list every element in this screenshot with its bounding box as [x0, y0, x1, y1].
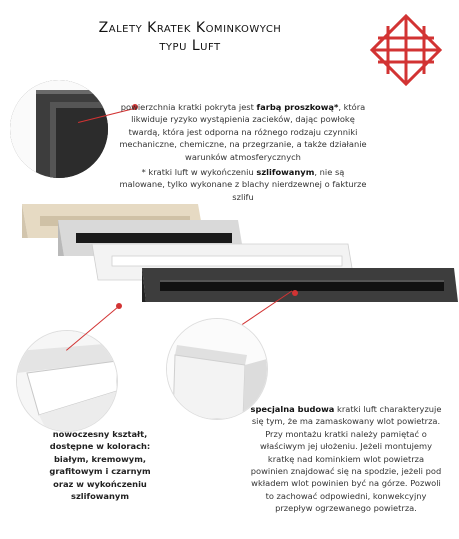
shape-colors-description: nowoczesny kształt, dostępne w kolorach: białym, kremowym, grafitowym i czarnym oraz w wykończeniu szlifowanym [49, 429, 151, 502]
powder-coat-description: powierzchnia kratki pokryta jest farbą proszkową*, która likwiduje ryzyko wystąpienia zacieków, dając powłokę twardą, która jest odporna na różnego rodzaju czynniki mechaniczne, chemiczne, na przegrzanie, a także działanie warunków atmosferycznych [119, 102, 367, 162]
brushed-finish-note: * kratki luft w wykończeniu szlifowanym, nie są malowane, tylko wykonane z blachy nierdzewnej o fakturze szlifu [119, 167, 367, 202]
connector-dot [292, 290, 298, 296]
connector-dot [116, 303, 122, 309]
luft-grilles-image [18, 200, 458, 320]
special-construction-description: specjalna budowa kratki luft charakteryzuje się tym, że ma zamaskowany wlot powietrza. Przy montażu kratki należy pamiętać o właściwym jej ułożeniu. Jeżeli montujemy kratkę nad kominkiem wlot powietrza powinien znajdować się na spodzie, jeżeli pod wkładem wlot powinien być na górze. Pozwoli to zachować odpowiedni, konwekcyjny przepływ ogrzewanego powietrza. [250, 404, 442, 514]
page-title: Zalety Kratek Kominkowych [98, 20, 282, 36]
house-grid-logo [368, 12, 444, 88]
grille-shape-closeup-image [16, 330, 118, 432]
powder-coat-closeup-image [10, 80, 108, 178]
page-subtitle: typu Luft [159, 38, 221, 54]
